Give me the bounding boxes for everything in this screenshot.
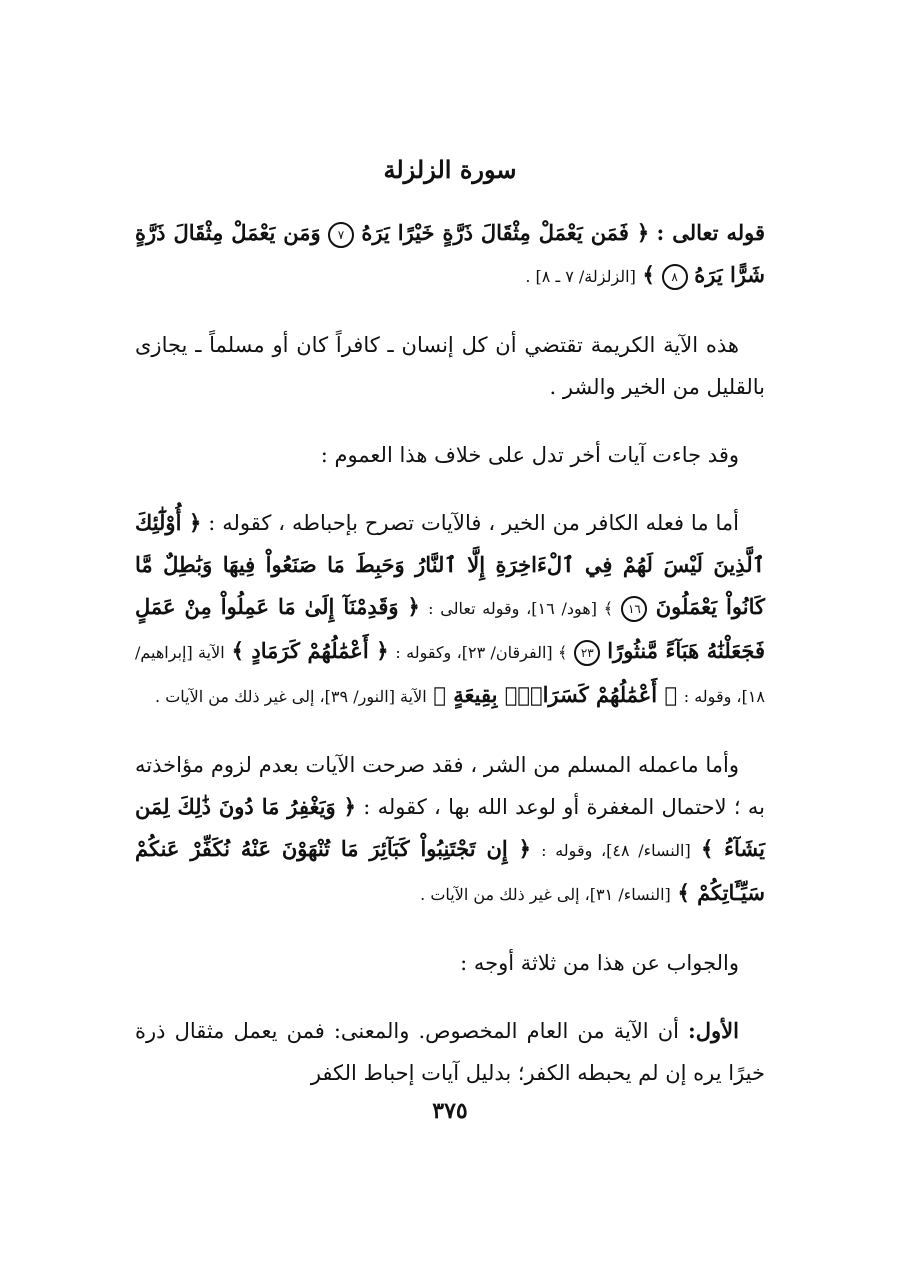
quran-verse: وَمَن يَعْمَلْ مِثْقَالَ ذَرَّةٍ شَرًّا يَرَهُ	[135, 220, 765, 287]
verse-reference: [الزلزلة/ ٧ ـ ٨] .	[525, 267, 636, 286]
paragraph-contrary: وقد جاءت آيات أخر تدل على خلاف هذا العموم :	[320, 443, 739, 467]
body-text: أما ما فعله الكافر من الخير ، فالآيات تصرح بإحباطه ، كقوله :	[208, 511, 739, 535]
quran-verse: ﴿ إِن تَجْتَنِبُواْ كَبَآئِرَ مَا تُنْهَوْنَ عَنْهُ نُكَفِّرْ عَنكُمْ سَيِّـَٔاتِكُمْ ﴾	[135, 836, 765, 905]
quran-verse: ﴿ وَقَدِمْنَآ إِلَىٰ مَا عَمِلُواْ مِنْ عَمَلٍ فَجَعَلْنَٰهُ هَبَآءً مَّنثُورًا	[135, 594, 766, 663]
verse-reference: الآية [النور/ ٣٩]، إلى غير ذلك من الآيات .	[155, 687, 427, 706]
body-text: أن الآية من العام المخصوص. والمعنى: فمن يعمل مثقال ذرة خيرًا يره إن لم يحبطه الكفر؛ بدليل آيات إحباط الكفر	[135, 1019, 765, 1085]
quran-verse: ﴿ أُوْلَٰٓئِكَ ٱلَّذِينَ لَيْسَ لَهُمْ فِي ٱلْءَاخِرَةِ إِلَّا ٱلنَّارُ وَحَبِطَ مَا صَنَعُواْ فِيهَا وَبَٰطِلٌ مَّا كَانُواْ يَعْمَلُونَ	[135, 510, 765, 619]
ayah-number-marker: ١٦	[621, 596, 647, 622]
quran-verse: ﴿ أَعْمَٰلُهُمْ كَرَمَادٍ ﴾	[231, 638, 389, 663]
page-title: سورة الزلزلة	[383, 155, 517, 184]
paragraph-answer-intro: والجواب عن هذا من ثلاثة أوجه :	[460, 951, 739, 975]
quran-verse: ﴿ وَيَغْفِرُ مَا دُونَ ذَٰلِكَ لِمَن يَشَآءُ ﴾	[135, 794, 766, 861]
paragraph-muslim-deeds	[135, 744, 765, 916]
lead-label: قوله تعالى :	[656, 220, 766, 245]
ayah-number-marker: ٢٣	[574, 640, 600, 666]
verse-reference: ﴾ [هود/ ١٦]، وقوله تعالى :	[428, 599, 614, 618]
verse-reference: ﴾ [الفرقان/ ٢٣]، وكقوله :	[395, 643, 568, 662]
paragraph-disbeliever-deeds	[135, 502, 765, 718]
quran-verse: ﴿ فَمَن يَعْمَلْ مِثْقَالَ ذَرَّةٍ خَيْرًا يَرَهُ	[361, 220, 650, 245]
ayah-number-marker: ٧	[328, 222, 354, 248]
body-text: وأما ماعمله المسلم من الشر ، فقد صرحت الآيات بعدم لزوم مؤاخذته به ؛ لاحتمال المغفرة أو لوعد الله بها ، كقوله :	[135, 753, 765, 819]
paragraph-verse-intro	[135, 212, 765, 298]
paragraph-premise: هذه الآية الكريمة تقتضي أن كل إنسان ـ كافراً كان أو مسلماً ـ يجازى بالقليل من الخير والشر .	[135, 333, 765, 399]
verse-reference: [النساء/ ٤٨]، وقوله :	[541, 841, 691, 860]
page-body	[135, 150, 765, 1120]
paragraph-first-answer	[135, 1010, 765, 1094]
first-answer-label: الأول:	[688, 1018, 739, 1043]
quran-verse: ﴿ أَعْمَٰلُهُمْ كَسَرَابٍۭ بِقِيعَةٍ ﴾	[433, 682, 678, 707]
verse-reference: الآية [إبراهيم/ ١٨]، وقوله :	[135, 643, 765, 706]
page-number: ٣٧٥	[432, 1098, 468, 1124]
verse-close-bracket: ﴾	[642, 262, 655, 287]
ayah-number-marker: ٨	[662, 264, 688, 290]
verse-reference: [النساء/ ٣١]، إلى غير ذلك من الآيات .	[420, 885, 671, 904]
